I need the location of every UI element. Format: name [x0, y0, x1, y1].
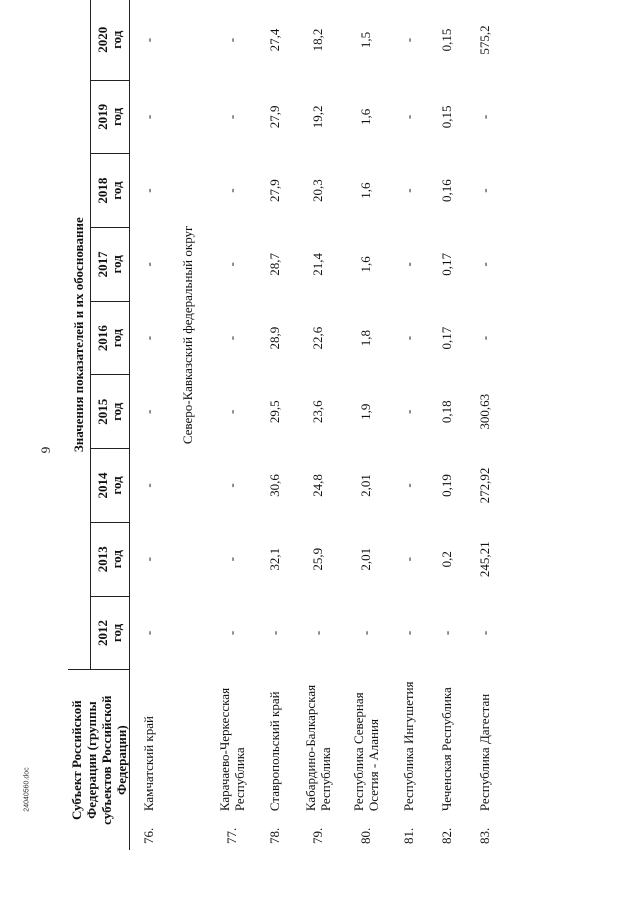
year-header: 2016 год	[91, 301, 130, 375]
value-cell: 28,7	[266, 252, 282, 276]
subject-name: Республика Северная Осетия - Алания	[350, 692, 381, 812]
value-cell: 25,9	[309, 547, 325, 571]
value-cell: 0,17	[438, 252, 454, 276]
table-row	[342, 0, 390, 850]
value-cell: 18,2	[309, 28, 325, 52]
value-cell: -	[476, 335, 492, 341]
value-cell: -	[223, 630, 239, 636]
value-cell: 2,01	[357, 474, 373, 497]
value-cell: 1,9	[357, 403, 373, 420]
value-cell: 21,4	[309, 252, 325, 276]
value-cell: 27,9	[266, 179, 282, 202]
value-cell: -	[140, 335, 156, 341]
value-cell: 29,5	[266, 400, 282, 424]
value-cell: 0,15	[438, 105, 454, 129]
value-cell: -	[223, 262, 239, 267]
section-row	[168, 0, 208, 850]
value-cell: 28,9	[266, 326, 282, 350]
value-cell: -	[400, 335, 416, 341]
value-cell: -	[140, 557, 156, 562]
table-row	[428, 0, 466, 850]
row-number: 83.	[476, 827, 492, 844]
row-number: 81.	[400, 827, 416, 844]
value-cell: 23,6	[309, 400, 325, 424]
table-row	[294, 0, 342, 850]
value-cell: -	[223, 188, 239, 193]
value-cell: -	[476, 630, 492, 636]
value-cell: 22,6	[309, 326, 325, 350]
value-cell: -	[476, 262, 492, 267]
table-row	[256, 0, 294, 850]
value-cell: -	[223, 409, 239, 414]
value-cell: -	[400, 557, 416, 562]
value-cell: 0,18	[438, 400, 454, 424]
section-title: Северо-Кавказский федеральный округ	[179, 225, 195, 445]
value-cell: 1,6	[357, 108, 373, 126]
value-cell: 272,92	[476, 467, 492, 504]
year-header: 2018 год	[91, 154, 130, 228]
value-cell: -	[476, 114, 492, 120]
value-cell: 300,63	[476, 393, 492, 430]
value-cell: 27,4	[266, 28, 282, 52]
values-group-header: Значения показателей и их обоснование	[68, 0, 91, 670]
year-header: 2012 год	[91, 596, 130, 670]
year-header: 2015 год	[91, 375, 130, 449]
row-number: 79.	[309, 827, 325, 844]
value-cell: 2,01	[357, 547, 373, 571]
value-cell: -	[400, 37, 416, 43]
rotated-page-content	[68, 0, 506, 850]
subject-name: Кабардино-Балкарская Республика	[302, 684, 333, 812]
value-cell: 1,6	[357, 256, 373, 273]
subject-name: Камчатский край	[141, 716, 157, 812]
row-number: 76.	[140, 827, 156, 844]
header-row-group	[68, 0, 91, 850]
value-cell: 0,15	[438, 28, 454, 52]
subject-name: Чеченская Республика	[439, 687, 454, 812]
value-cell: -	[400, 409, 416, 414]
row-number: 77.	[223, 827, 239, 844]
value-cell: -	[400, 630, 416, 636]
year-header: 2019 год	[91, 80, 130, 154]
row-number: 78.	[266, 827, 282, 844]
value-cell: 575,2	[476, 25, 492, 55]
value-cell: 32,1	[266, 547, 282, 571]
row-number: 82.	[438, 827, 454, 844]
table-row	[208, 0, 256, 850]
value-cell: -	[266, 630, 282, 636]
value-cell: 1,5	[357, 31, 373, 49]
table-row	[390, 0, 428, 850]
value-cell: -	[223, 114, 239, 120]
subject-name: Республика Дагестан	[477, 693, 492, 812]
page-number: 9	[38, 446, 53, 454]
value-cell: -	[140, 409, 156, 414]
value-cell: 0,17	[438, 326, 454, 350]
value-cell: 27,9	[266, 105, 282, 129]
subject-name: Карачаево-Черкесская Республика	[216, 687, 247, 812]
value-cell: 19,2	[309, 105, 325, 129]
subject-name: Ставропольский край	[267, 691, 282, 812]
subject-column-header: Субъект Российской Федерации (группы субъектов Российской Федерации)	[68, 670, 130, 850]
value-cell: 24,8	[309, 474, 325, 497]
value-cell: -	[400, 483, 416, 488]
value-cell: -	[140, 37, 156, 43]
row-number: 80.	[357, 827, 373, 844]
value-cell: -	[140, 483, 156, 488]
value-cell: 245,21	[476, 541, 492, 578]
value-cell: -	[140, 188, 156, 193]
table-row	[466, 0, 504, 850]
value-cell: -	[223, 483, 239, 488]
value-cell: -	[140, 262, 156, 267]
value-cell: -	[438, 630, 454, 636]
value-cell: -	[309, 630, 325, 636]
value-cell: -	[357, 630, 373, 636]
year-header: 2014 год	[91, 449, 130, 523]
table-body	[130, 0, 504, 850]
value-cell: -	[140, 630, 156, 636]
subject-name: Республика Ингушетия	[401, 681, 416, 812]
value-cell: 20,3	[309, 179, 325, 202]
value-cell: -	[400, 188, 416, 193]
value-cell: -	[223, 37, 239, 43]
value-cell: 0,16	[438, 179, 454, 202]
table-row	[130, 0, 168, 850]
year-header: 2017 год	[91, 227, 130, 301]
value-cell: 1,8	[357, 329, 373, 347]
value-cell: -	[400, 114, 416, 120]
value-cell: 0,2	[438, 551, 454, 568]
value-cell: -	[400, 262, 416, 267]
document-filename: 24040560.doc	[23, 767, 31, 812]
value-cell: -	[476, 188, 492, 193]
year-header: 2020 год	[91, 0, 130, 80]
value-cell: 30,6	[266, 474, 282, 497]
year-header: 2013 год	[91, 522, 130, 596]
value-cell: -	[223, 335, 239, 341]
value-cell: 1,6	[357, 182, 373, 199]
indicators-table	[68, 0, 504, 850]
value-cell: 0,19	[438, 474, 454, 497]
value-cell: -	[140, 114, 156, 120]
value-cell: -	[223, 557, 239, 562]
